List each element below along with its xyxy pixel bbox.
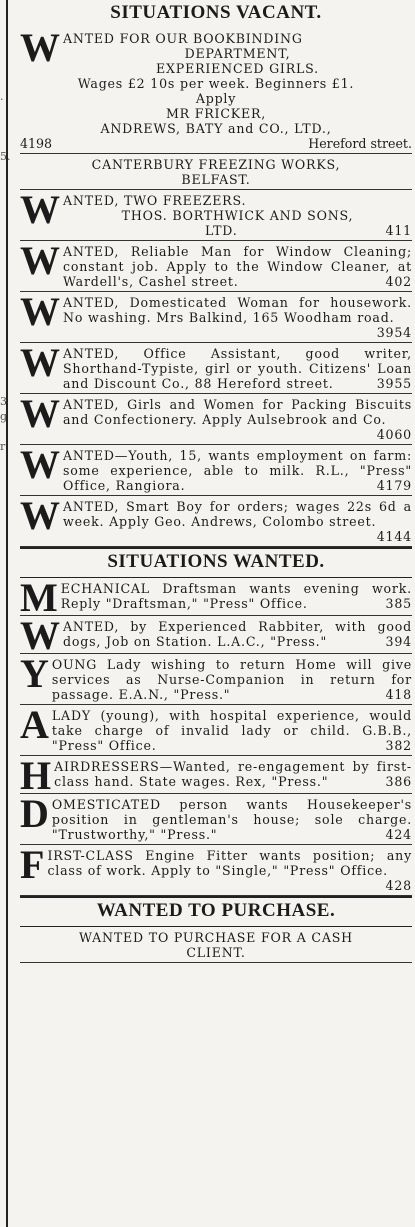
ad-reference-number: 394 [385,634,412,649]
ad-reference-number: 4198 [20,136,53,151]
drop-cap: W [20,187,60,232]
drop-cap: F [20,842,45,887]
classified-ad [20,154,412,190]
drop-cap: W [20,238,60,283]
section-heading: SITUATIONS WANTED. [20,547,412,578]
ad-reference-number: 4144 [376,529,412,544]
ad-text: LTD. 411 [204,223,412,238]
ad-text: ANTED—Youth, 15, wants employment on farm: some experience, able to milk. R.L., "Press" Office, Rangiora. 4179 [63,448,412,493]
classified-column [20,0,412,963]
ad-text: MR FRICKER, [165,106,267,121]
drop-cap: H [20,753,52,798]
ad-reference-number: 4179 [376,478,412,493]
ad-text: BELFAST. [181,172,251,187]
classified-ad [20,238,412,292]
ad-address: Hereford street. [308,136,412,151]
ad-text: ANTED FOR OUR BOOKBINDING [63,31,303,46]
ad-text: Wages £2 10s per week. Beginners £1. [77,76,355,91]
margin-fragment: 5. [0,150,11,163]
drop-cap: W [20,613,60,658]
ad-text: LADY (young), with hospital experience, would take charge of invalid lady or child. G.B.B., "Press" Office. 382 [51,708,412,753]
classified-ad [20,25,412,154]
ad-text: ANTED, Office Assistant, good writer, Shorthand-Typiste, girl or youth. Citizens' Loan and Discount Co., 88 Hereford street. 3955 [63,346,412,391]
ad-text: THOS. BORTHWICK AND SONS, [121,208,354,223]
classified-ad [20,391,412,445]
drop-cap: M [20,575,58,620]
classified-ad [20,187,412,241]
classified-ad [20,613,412,658]
ad-reference-number: 424 [385,827,412,842]
ad-text: ANTED, Reliable Man for Window Cleaning; constant job. Apply to the Window Cleaner, at Wardell's, Cashel street. 402 [63,244,412,289]
ad-reference-number: 382 [385,738,412,753]
drop-cap: Y [20,651,49,696]
ad-text: EXPERIENCED GIRLS. [156,61,319,76]
drop-cap: A [20,702,49,747]
margin-fragment: 3 [0,395,7,408]
ad-text: ANDREWS, BATY and CO., LTD., [100,121,332,136]
ad-text: ANTED, Domesticated Woman for housework. No washing. Mrs Balkind, 165 Woodham road. 3954 [63,295,412,340]
classified-ad [20,442,412,496]
section-heading: WANTED TO PURCHASE. [20,896,412,927]
ad-reference-number: 402 [385,274,412,289]
classified-ad [20,791,412,845]
ad-text: DEPARTMENT, [184,46,291,61]
ad-text: ECHANICAL Draftsman wants evening work. Reply "Draftsman," "Press" Office. 385 [60,581,412,611]
classified-ad [20,493,412,547]
classified-ad [20,702,412,756]
ad-text: OMESTICATED person wants Housekeeper's position in gentleman's house; sole charge. "Trustworthy," "Press." 424 [51,797,412,842]
drop-cap: W [20,391,60,436]
ad-text: ANTED, by Experienced Rabbiter, with good dogs, Job on Station. L.A.C., "Press." 394 [63,619,412,649]
ad-text: ANTED, Smart Boy for orders; wages 22s 6d a week. Apply Geo. Andrews, Colombo street. 4144 [63,499,412,544]
ad-text: WANTED TO PURCHASE FOR A CASH [79,930,353,945]
ad-reference-number: 385 [385,596,412,611]
classified-ad [20,651,412,705]
classified-ad [20,340,412,394]
ad-reference-number: 428 [385,878,412,893]
classified-ad [20,927,412,963]
section-heading: SITUATIONS VACANT. [110,2,322,23]
margin-fragment: r [0,440,6,453]
classified-ad [20,842,412,896]
ad-text: Apply [195,91,237,106]
ad-reference-number: 4060 [376,427,412,442]
ad-text: IRST-CLASS Engine Fitter wants position; any class of work. Apply to "Single," "Press" Office. 428 [47,848,412,893]
drop-cap: W [20,442,60,487]
ad-reference-number: 418 [385,687,412,702]
drop-cap: W [20,340,60,385]
ad-text: OUNG Lady wishing to return Home will give services as Nurse-Companion in return for passage. E.A.N., "Press." 418 [51,657,412,702]
ad-text: CLIENT. [186,945,246,960]
ad-reference-number: 386 [385,774,412,789]
ad-text: CANTERBURY FREEZING WORKS, [91,157,341,172]
ad-reference-number: 3955 [376,376,412,391]
ad-text: AIRDRESSERS—Wanted, re-engagement by first-class hand. State wages. Rex, "Press." 386 [54,759,412,789]
ad-reference-number: 411 [385,223,412,238]
classified-ad [20,289,412,343]
margin-fragment: . [0,90,4,103]
ad-text: ANTED, Girls and Women for Packing Biscuits and Confectionery. Apply Aulsebrook and Co. 4060 [63,397,412,442]
column-rule [0,0,8,1227]
drop-cap: D [20,791,49,836]
ad-text: ANTED, TWO FREEZERS. [63,193,247,208]
margin-fragment: g [0,410,8,423]
drop-cap: W [20,289,60,334]
ad-reference-number: 3954 [376,325,412,340]
classified-ad [20,753,412,798]
drop-cap: W [20,493,60,538]
drop-cap: W [20,25,60,70]
classified-ad [20,575,412,620]
